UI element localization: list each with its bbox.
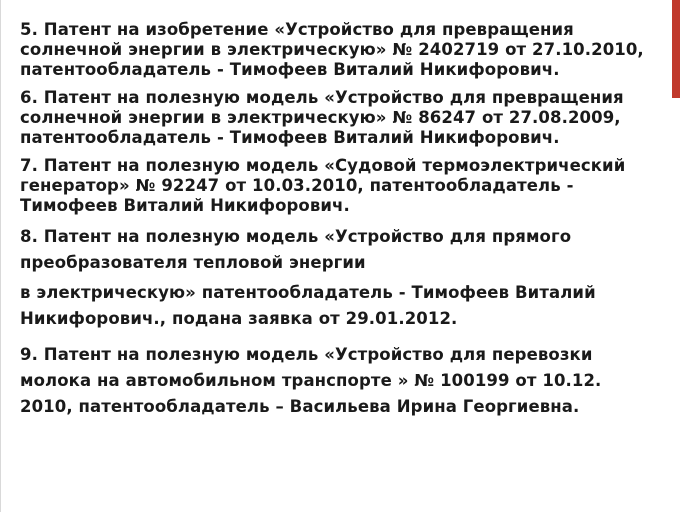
patent-item-7 [20, 156, 665, 216]
patent-item-8-line-1: 8. Патент на полезную модель «Устройство для прямого [20, 227, 572, 246]
patent-item-7-line-3: Тимофеев Виталий Никифорович. [20, 196, 350, 215]
patent-item-8-continued-line-2: Никифорович., подана заявка от 29.01.2012. [20, 309, 458, 328]
slide-border [0, 0, 1, 512]
patent-item-9 [20, 342, 665, 420]
patent-item-9-line-1: 9. Патент на полезную модель «Устройство для перевозки [20, 345, 593, 364]
patent-item-7-line-2: генератор» № 92247 от 10.03.2010, патентообладатель - [20, 176, 574, 195]
patent-item-9-line-3: 2010, патентообладатель – Васильева Ирина Георгиевна. [20, 397, 580, 416]
patent-item-9-line-2: молока на автомобильном транспорте » № 100199 от 10.12. [20, 371, 602, 390]
patent-item-6-line-1: 6. Патент на полезную модель «Устройство для превращения [20, 88, 624, 107]
patent-item-5-line-3: патентообладатель - Тимофеев Виталий Никифорович. [20, 60, 560, 79]
patent-item-6-line-2: солнечной энергии в электрическую» № 86247 от 27.08.2009, [20, 108, 621, 127]
patent-list [20, 20, 665, 428]
patent-item-6 [20, 88, 665, 148]
patent-item-5-line-2: солнечной энергии в электрическую» № 2402719 от 27.10.2010, [20, 40, 644, 59]
patent-item-8-line-2: преобразователя тепловой энергии [20, 253, 366, 272]
patent-item-5 [20, 20, 665, 80]
patent-item-6-line-3: патентообладатель - Тимофеев Виталий Никифорович. [20, 128, 560, 147]
patent-item-8-continued-line-1: в электрическую» патентообладатель - Тимофеев Виталий [20, 283, 596, 302]
patent-item-7-line-1: 7. Патент на полезную модель «Судовой термоэлектрический [20, 156, 626, 175]
patent-item-8 [20, 224, 665, 276]
patent-item-5-line-1: 5. Патент на изобретение «Устройство для превращения [20, 20, 574, 39]
patent-item-8-continued [20, 280, 665, 332]
accent-bar [672, 0, 680, 98]
